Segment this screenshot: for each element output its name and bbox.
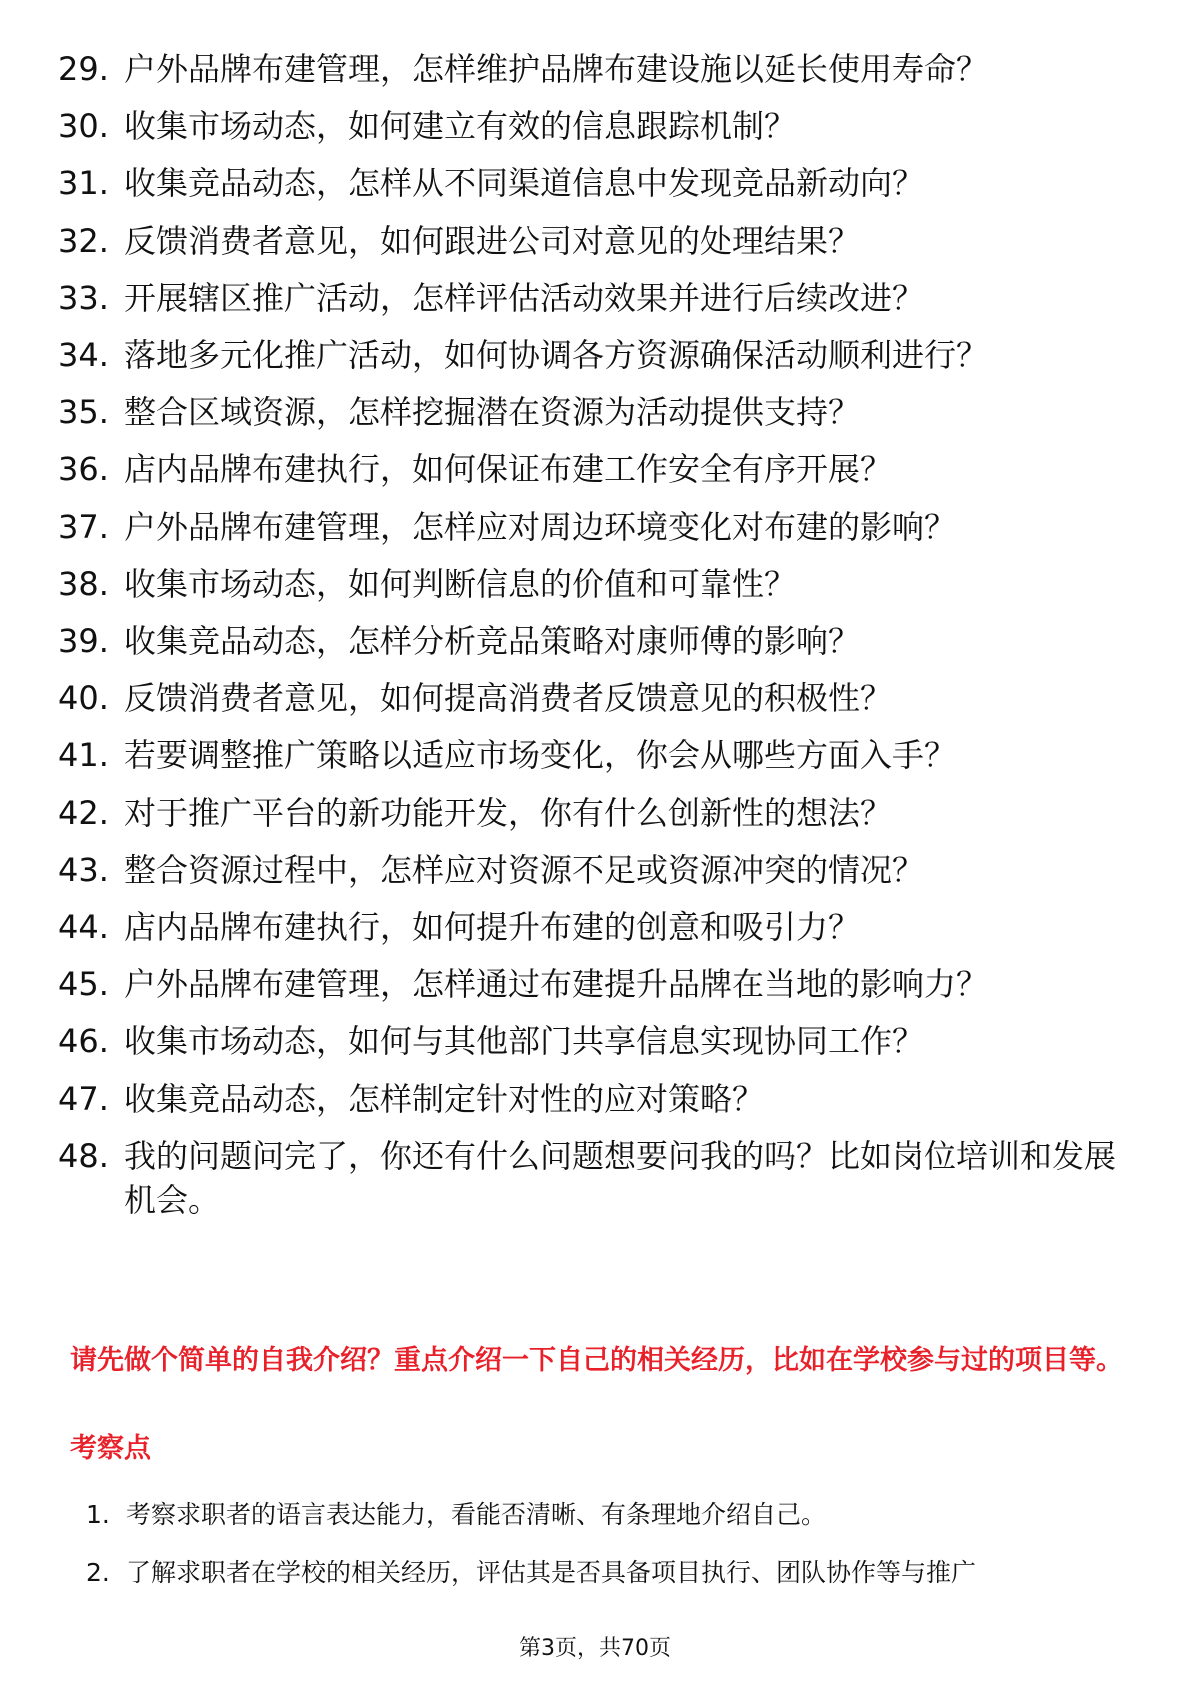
question-number: 42. — [58, 793, 109, 832]
point-number: 1. — [86, 1500, 110, 1529]
question-text: 收集市场动态，如何与其他部门共享信息实现协同工作？ — [124, 1022, 925, 1061]
question-item — [58, 219, 1128, 263]
question-text: 我的问题问完了，你还有什么问题想要问我的吗？比如岗位培训和发展机会。 — [124, 1136, 1117, 1219]
question-text: 户外品牌布建管理，怎样维护品牌布建设施以延长使用寿命？ — [124, 50, 989, 88]
question-number: 34. — [58, 336, 109, 374]
point-number: 2. — [86, 1558, 110, 1587]
question-text: 收集竞品动态，怎样从不同渠道信息中发现竞品新动向？ — [124, 164, 925, 203]
question-text: 店内品牌布建执行，如何保证布建工作安全有序开展？ — [124, 450, 893, 489]
question-number: 41. — [58, 736, 109, 775]
question-number: 39. — [58, 622, 109, 660]
evaluation-point — [86, 1497, 1126, 1533]
question-number: 30. — [58, 107, 109, 146]
question-number: 40. — [58, 679, 109, 718]
section-heading: 考察点 — [70, 1433, 151, 1464]
question-item — [58, 791, 1128, 835]
question-item — [58, 104, 1128, 148]
question-text: 整合区域资源，怎样挖掘潜在资源为活动提供支持？ — [124, 393, 861, 432]
question-text: 收集市场动态，如何判断信息的价值和可靠性？ — [124, 564, 797, 603]
question-item — [58, 1077, 1128, 1121]
page-footer: 第3页，共70页 — [519, 1636, 671, 1661]
question-number: 37. — [58, 507, 109, 546]
question-item — [58, 848, 1128, 892]
question-item — [58, 905, 1128, 949]
question-text: 若要调整推广策略以适应市场变化，你会从哪些方面入手？ — [124, 736, 957, 775]
question-number: 36. — [58, 450, 109, 489]
question-number: 29. — [58, 50, 109, 88]
question-text: 落地多元化推广活动，如何协调各方资源确保活动顺利进行？ — [124, 336, 989, 374]
question-item — [58, 447, 1128, 491]
question-item — [58, 562, 1128, 606]
intro-question: 请先做个简单的自我介绍？重点介绍一下自己的相关经历，比如在学校参与过的项目等。 — [70, 1345, 1123, 1376]
question-number: 35. — [58, 393, 109, 432]
question-item — [58, 619, 1128, 663]
question-item — [58, 505, 1128, 549]
question-number: 46. — [58, 1022, 109, 1061]
question-text: 开展辖区推广活动，怎样评估活动效果并进行后续改进？ — [124, 278, 925, 317]
question-text: 户外品牌布建管理，怎样通过布建提升品牌在当地的影响力？ — [124, 965, 989, 1004]
question-item — [58, 47, 1128, 91]
question-item — [58, 1134, 1128, 1222]
question-number: 44. — [58, 908, 109, 946]
question-number: 43. — [58, 850, 109, 889]
question-text: 店内品牌布建执行，如何提升布建的创意和吸引力？ — [124, 908, 861, 946]
question-text: 反馈消费者意见，如何提高消费者反馈意见的积极性？ — [124, 679, 893, 718]
question-item — [58, 276, 1128, 320]
question-text: 收集竞品动态，怎样分析竞品策略对康师傅的影响？ — [124, 622, 861, 660]
point-text: 了解求职者在学校的相关经历，评估其是否具备项目执行、团队协作等与推广 — [126, 1558, 977, 1587]
question-item — [58, 161, 1128, 205]
question-item — [58, 333, 1128, 377]
question-text: 反馈消费者意见，如何跟进公司对意见的处理结果？ — [124, 221, 861, 260]
question-text: 对于推广平台的新功能开发，你有什么创新性的想法？ — [124, 793, 893, 832]
question-item — [58, 962, 1128, 1006]
question-item — [58, 1019, 1128, 1063]
question-item — [58, 733, 1128, 777]
question-number: 47. — [58, 1079, 109, 1118]
question-text: 收集市场动态，如何建立有效的信息跟踪机制？ — [124, 107, 797, 146]
question-number: 48. — [58, 1136, 109, 1175]
question-number: 45. — [58, 965, 109, 1004]
point-text: 考察求职者的语言表达能力，看能否清晰、有条理地介绍自己。 — [126, 1500, 827, 1529]
question-number: 33. — [58, 278, 109, 317]
question-number: 38. — [58, 564, 109, 603]
question-item — [58, 390, 1128, 434]
question-text: 户外品牌布建管理，怎样应对周边环境变化对布建的影响？ — [124, 507, 957, 546]
question-number: 32. — [58, 221, 109, 260]
question-text: 整合资源过程中，怎样应对资源不足或资源冲突的情况？ — [124, 850, 925, 889]
question-number: 31. — [58, 164, 109, 203]
question-text: 收集竞品动态，怎样制定针对性的应对策略？ — [124, 1079, 765, 1118]
evaluation-point — [86, 1555, 1126, 1591]
question-item — [58, 676, 1128, 720]
